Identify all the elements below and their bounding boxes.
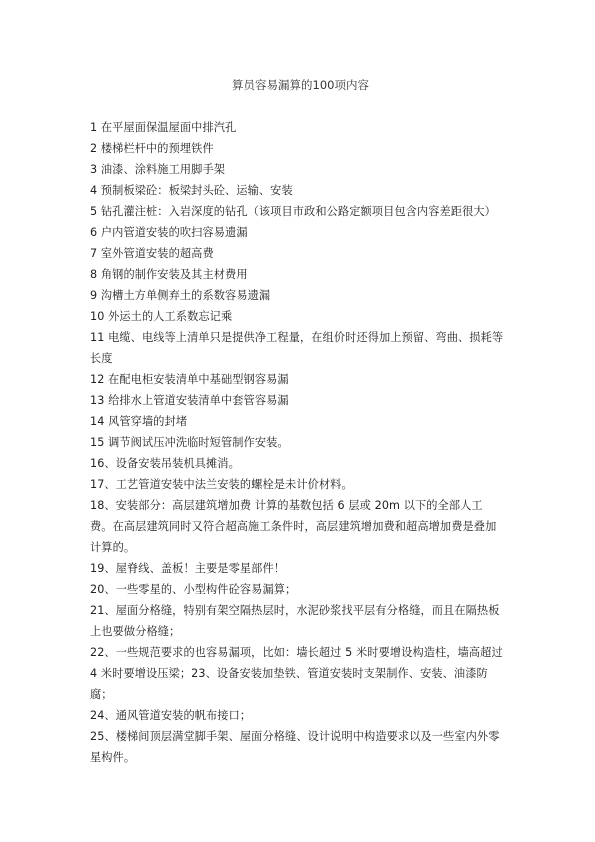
- list-item: 14 风管穿墙的封堵: [90, 415, 188, 428]
- list-item: 15 调节阀试压冲洗临时短管制作安装。: [90, 436, 289, 449]
- list-item: 18、安装部分：高层建筑增加费 计算的基数包括 6 层或 20m 以下的全部人工费。在高层建筑同时又符合超高施工条件时，高层建筑增加费和超高增加费是叠加计算的。: [90, 499, 497, 554]
- list-item: 11 电缆、电线等上清单只是提供净工程量，在组价时还得加上预留、弯曲、损耗等长度: [90, 331, 504, 365]
- list-item: 16、设备安装吊装机具摊消。: [90, 457, 240, 470]
- document-title: 算员容易漏算的100项内容: [232, 78, 369, 92]
- list-item: 19、屋脊线、盖板！主要是零星部件！: [90, 562, 286, 575]
- list-item: 4 预制板梁砼：板梁封头砼、运输、安装: [90, 184, 293, 197]
- list-item: 8 角钢的制作安装及其主材费用: [90, 268, 248, 281]
- list-item: 2 楼梯栏杆中的预埋铁件: [90, 142, 214, 155]
- list-item: 10 外运土的人工系数忘记乘: [90, 310, 233, 323]
- list-item: 6 户内管道安装的吹扫容易遗漏: [90, 226, 248, 239]
- list-item: 1 在平屋面保温屋面中排汽孔: [90, 121, 237, 134]
- list-item: 22、一些规范要求的也容易漏项，比如：墙长超过 5 米时要增设构造柱，墙高超过 4 米时要增设压梁；23、设备安装加垫铁、管道安装时支架制作、安装、油漆防腐；: [90, 646, 503, 701]
- list-item: 21、屋面分格缝，特别有架空隔热层时，水泥砂浆找平层有分格缝，而且在隔热板上也要做分格缝；: [90, 604, 500, 638]
- list-item: 20、一些零星的、小型构件砼容易漏算；: [90, 583, 297, 596]
- list-item: 3 油漆、涂料施工用脚手架: [90, 163, 226, 176]
- list-item: 12 在配电柜安装清单中基础型钢容易漏: [90, 373, 289, 386]
- item-list: [90, 117, 505, 768]
- list-item: 24、通风管道安装的帆布接口；: [90, 709, 252, 722]
- list-item: 5 钻孔灌注桩：入岩深度的钻孔（该项目市政和公路定额项目包含内容差距很大）: [90, 205, 496, 218]
- list-item: 17、工艺管道安装中法兰安装的螺栓是未计价材料。: [90, 478, 353, 491]
- list-item: 13 给排水上管道安装清单中套管容易漏: [90, 394, 289, 407]
- list-item: 7 室外管道安装的超高费: [90, 247, 214, 260]
- list-item: 9 沟槽土方单侧弃土的系数容易遗漏: [90, 289, 271, 302]
- list-item: 25、楼梯间顶层满堂脚手架、屋面分格缝、设计说明中构造要求以及一些室内外零星构件。: [90, 730, 500, 764]
